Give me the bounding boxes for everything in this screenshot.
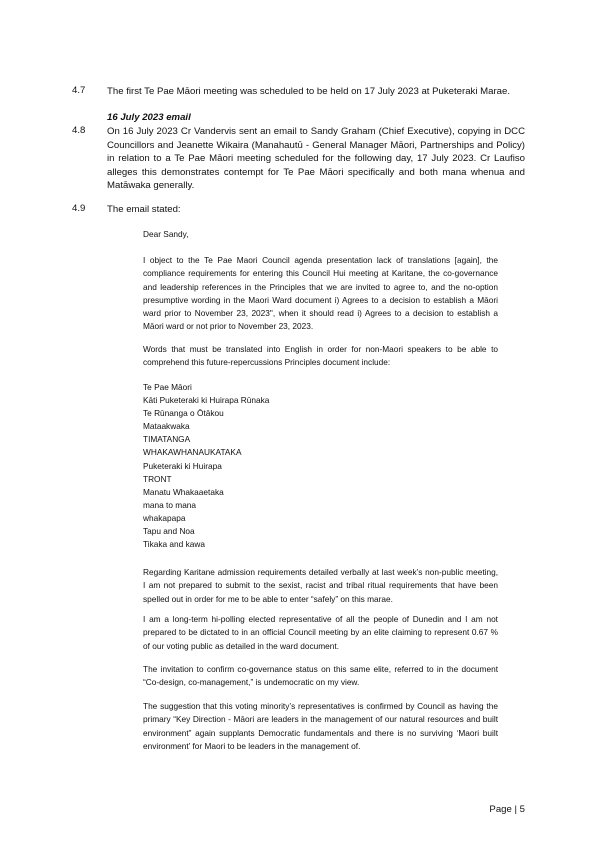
section-heading: 16 July 2023 email (107, 112, 191, 123)
email-paragraph-2: Words that must be translated into English in order for non-Maori speakers to be able to comprehend this future-repercussions Principles document include: (143, 344, 498, 368)
email-paragraph-4: I am a long-term hi-polling elected representative of all the people of Dunedin and I am not prepared to be dictated to in an official Council meeting by an elite claiming to represent 0.67 % of our voting public as detailed in the ward document. (143, 614, 498, 651)
list-item: Te Rūnanga o Ōtākou (143, 408, 224, 419)
email-paragraph-3: Regarding Karitane admission requirements detailed verbally at last week’s non-public meeting, I am not prepared to submit to the sexist, racist and tribal ritual requirements that have been spelled out in order for me to be able to enter “safely” on this marae. (143, 567, 498, 604)
list-item: Puketeraki ki Huirapa (143, 460, 222, 471)
list-item: TRONT (143, 473, 172, 484)
email-greeting: Dear Sandy, (143, 229, 189, 239)
paragraph-4-8: On 16 July 2023 Cr Vandervis sent an email to Sandy Graham (Chief Executive), copying in DCC Councillors and Jeanette Wikaira (Manahautū - General Manager Māori, Partnerships and Policy) in relation to a Te Pae Māori meeting scheduled for the following day, 17 July 2023. Cr Laufiso alleges this demonstrates contempt for Te Pae Māori specifically and both mana whenua and Matāwaka generally. (107, 126, 525, 192)
list-item: WHAKAWHANAUKATAKA (143, 447, 242, 458)
list-item: Tikaka and kawa (143, 539, 205, 550)
paragraph-number-4-8: 4.8 (72, 125, 86, 136)
list-item: Te Pae Māori (143, 382, 192, 392)
list-item: TIMATANGA (143, 434, 191, 445)
page-number: Page | 5 (489, 804, 525, 815)
email-paragraph-1: I object to the Te Pae Maori Council agenda presentation lack of translations [again], the compliance requirements for entering this Council Hui meeting at Karitane, the co-governance and leadership references in the Principles that we are invited to agree to, and the no-option presumptive wording in the Maori Ward document i) Agrees to a decision to establish a Māori ward prior to November 23, 2023", when it should read i) Agrees to a decision to establish a Māori ward or not prior to November 23, 2023. (143, 255, 498, 332)
paragraph-number-4-7: 4.7 (72, 85, 86, 96)
list-item: mana to mana (143, 499, 197, 510)
list-item: whakapapa (143, 512, 186, 523)
paragraph-4-7: The first Te Pae Māori meeting was scheduled to be held on 17 July 2023 at Puketeraki Marae. (107, 86, 510, 97)
untranslated-words-list (143, 381, 269, 551)
email-paragraph-6: The suggestion that this voting minority’s representatives is confirmed by Council as having the primary “Key Direction - Māori are leaders in the management of our natural resources and built environment” again supplants Democratic fundamentals and there is no surviving ‘Maori built environment’ for Maori to be leaders in the management of. (143, 701, 498, 751)
paragraph-4-9: The email stated: (107, 204, 181, 215)
list-item: Tapu and Noa (143, 526, 195, 537)
email-paragraph-5: The invitation to confirm co-governance status on this same elite, referred to in the document “Co-design, co-management,” is undemocratic on my view. (143, 664, 498, 688)
list-item: Manatu Whakaaetaka (143, 486, 224, 497)
list-item: Mataakwaka (143, 421, 190, 432)
list-item: Kāti Puketeraki ki Huirapa Rūnaka (143, 395, 270, 406)
paragraph-number-4-9: 4.9 (72, 203, 86, 214)
